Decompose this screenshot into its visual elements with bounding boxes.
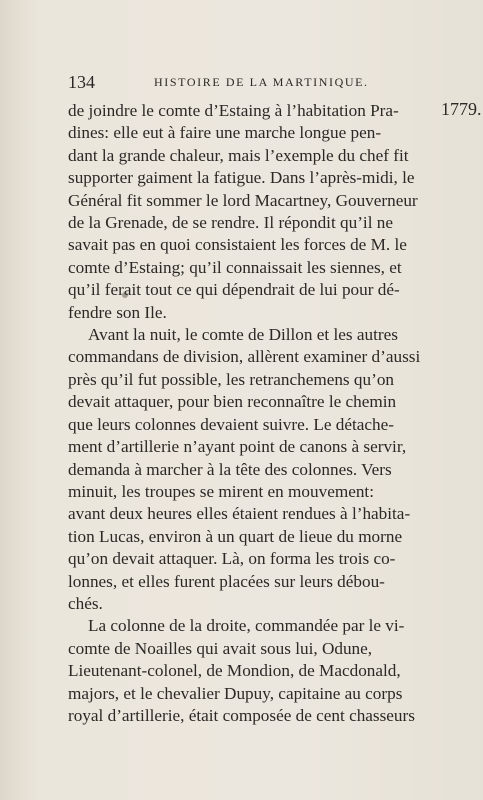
text-line: de la Grenade, de se rendre. Il répondit qu’il ne bbox=[68, 213, 393, 233]
text-line: chés. bbox=[68, 593, 103, 613]
text-line: que leurs colonnes devaient suivre. Le détache- bbox=[68, 414, 394, 434]
text-line: de joindre le comte d’Estaing à l’habitation Pra- bbox=[68, 101, 399, 120]
text-line: dant la grande chaleur, mais l’exemple du chef fit bbox=[68, 145, 409, 165]
text-line: dines: elle eut à faire une marche longue pen- bbox=[68, 123, 382, 143]
text-line: commandans de division, allèrent examiner d’aussi bbox=[68, 347, 421, 367]
text-line: comte de Noailles qui avait sous lui, Odune, bbox=[68, 638, 373, 658]
text-line: La colonne de la droite, commandée par le vi- bbox=[88, 616, 405, 636]
text-line: demanda à marcher à la tête des colonnes. Vers bbox=[68, 459, 392, 479]
margin-year-note: 1779. bbox=[441, 99, 482, 119]
text-line: royal d’artillerie, était composée de cent chasseurs bbox=[68, 705, 415, 725]
body-text bbox=[68, 100, 430, 727]
ink-spot bbox=[122, 292, 128, 298]
text-line: Général fit sommer le lord Macartney, Gouverneur bbox=[68, 190, 418, 210]
text-line: supporter gaiment la fatigue. Dans l’après-midi, le bbox=[68, 168, 415, 188]
text-line: qu’il ferait tout ce qui dépendrait de lui pour dé- bbox=[68, 280, 400, 300]
text-line: comte d’Estaing; qu’il connaissait les siennes, et bbox=[68, 257, 402, 277]
paragraph-3 bbox=[68, 615, 430, 727]
text-line: près qu’il fut possible, les retranchemens qu’on bbox=[68, 369, 395, 389]
text-line: qu’on devait attaquer. Là, on forma les trois co- bbox=[68, 549, 396, 569]
text-line: Lieutenant-colonel, de Mondion, de Macdonald, bbox=[68, 661, 401, 681]
text-line: minuit, les troupes se mirent en mouvement: bbox=[68, 481, 374, 501]
page-number: 134 bbox=[68, 72, 95, 92]
paragraph-2 bbox=[68, 324, 430, 615]
text-line: ment d’artillerie n’ayant point de canons à servir, bbox=[68, 437, 407, 457]
text-line: lonnes, et elles furent placées sur leurs débou- bbox=[68, 571, 385, 591]
text-line: savait pas en quoi consistaient les forces de M. le bbox=[68, 235, 407, 255]
text-line: tion Lucas, environ à un quart de lieue du morne bbox=[68, 526, 403, 546]
text-line: majors, et le chevalier Dupuy, capitaine au corps bbox=[68, 683, 403, 703]
running-title: HISTOIRE DE LA MARTINIQUE. bbox=[154, 75, 369, 89]
text-line: fendre son Ile. bbox=[68, 302, 167, 322]
text-line: Avant la nuit, le comte de Dillon et les autres bbox=[88, 325, 398, 345]
running-head bbox=[68, 72, 430, 94]
paragraph-1 bbox=[68, 100, 430, 324]
text-line: avant deux heures elles étaient rendues à l’habita- bbox=[68, 504, 411, 524]
text-line: devait attaquer, pour bien reconnaître le chemin bbox=[68, 392, 397, 412]
